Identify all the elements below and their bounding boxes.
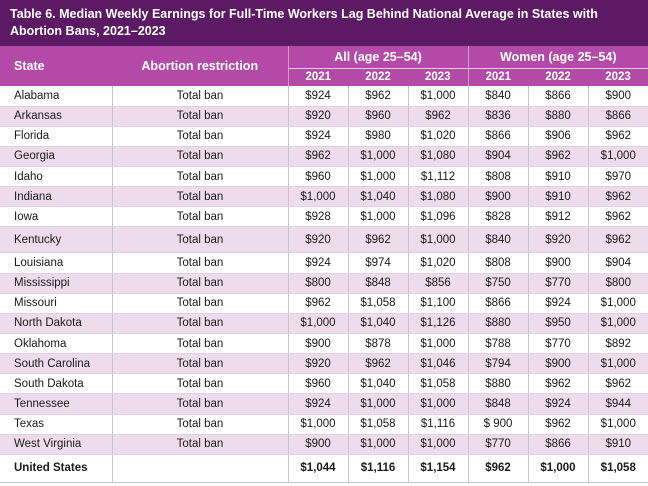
earnings-cell: $1,000 (288, 187, 348, 207)
state-cell: Mississippi (0, 273, 112, 293)
earnings-cell: $962 (588, 374, 648, 394)
earnings-cell: $962 (588, 187, 648, 207)
earnings-cell: $1,000 (588, 146, 648, 166)
earnings-cell: $1,000 (288, 414, 348, 434)
earnings-cell: $1,000 (348, 434, 408, 454)
earnings-cell: $950 (528, 313, 588, 333)
earnings-cell: $924 (288, 86, 348, 106)
table-row (0, 227, 648, 253)
earnings-cell: $1,000 (408, 86, 468, 106)
earnings-cell: $880 (528, 106, 588, 126)
earnings-cell: $1,040 (348, 187, 408, 207)
earnings-cell: $962 (588, 227, 648, 253)
earnings-cell: $1,080 (408, 146, 468, 166)
earnings-cell: $970 (588, 167, 648, 187)
earnings-cell: $960 (348, 106, 408, 126)
earnings-cell: $962 (348, 86, 408, 106)
earnings-cell: $880 (468, 374, 528, 394)
state-cell: Tennessee (0, 394, 112, 414)
earnings-cell: $856 (408, 273, 468, 293)
earnings-cell: $962 (288, 146, 348, 166)
state-cell: Indiana (0, 187, 112, 207)
earnings-cell: $960 (288, 167, 348, 187)
earnings-cell: $920 (288, 227, 348, 253)
state-cell: Missouri (0, 293, 112, 313)
earnings-cell: $800 (588, 273, 648, 293)
restriction-cell (112, 454, 288, 482)
header-state: State (0, 46, 112, 86)
earnings-cell: $912 (528, 207, 588, 227)
earnings-cell: $1,046 (408, 354, 468, 374)
restriction-cell: Total ban (112, 106, 288, 126)
state-cell: Louisiana (0, 253, 112, 273)
earnings-cell: $1,000 (408, 227, 468, 253)
earnings-cell: $770 (468, 434, 528, 454)
earnings-cell: $960 (288, 374, 348, 394)
earnings-cell: $808 (468, 167, 528, 187)
table-body (0, 86, 648, 482)
table-row (0, 334, 648, 354)
earnings-cell: $1,058 (588, 454, 648, 482)
earnings-cell: $924 (288, 394, 348, 414)
earnings-cell: $944 (588, 394, 648, 414)
state-cell: Kentucky (0, 227, 112, 253)
table-row (0, 414, 648, 434)
earnings-cell: $924 (528, 293, 588, 313)
earnings-cell: $866 (588, 106, 648, 126)
table-row (0, 187, 648, 207)
table-row (0, 434, 648, 454)
earnings-cell: $1,000 (288, 313, 348, 333)
table-row (0, 293, 648, 313)
earnings-cell: $1,000 (588, 313, 648, 333)
earnings-cell: $962 (468, 454, 528, 482)
earnings-cell: $836 (468, 106, 528, 126)
state-cell: Florida (0, 126, 112, 146)
restriction-cell: Total ban (112, 253, 288, 273)
header-year: 2022 (528, 68, 588, 86)
state-cell: Georgia (0, 146, 112, 166)
earnings-cell: $880 (468, 313, 528, 333)
earnings-cell: $808 (468, 253, 528, 273)
state-cell: United States (0, 454, 112, 482)
earnings-cell: $1,000 (348, 394, 408, 414)
restriction-cell: Total ban (112, 313, 288, 333)
restriction-cell: Total ban (112, 273, 288, 293)
earnings-cell: $1,020 (408, 253, 468, 273)
earnings-cell: $1,000 (588, 354, 648, 374)
header-group-women: Women (age 25–54) (468, 46, 648, 68)
state-cell: South Carolina (0, 354, 112, 374)
restriction-cell: Total ban (112, 293, 288, 313)
earnings-cell: $910 (528, 167, 588, 187)
state-cell: Idaho (0, 167, 112, 187)
state-cell: West Virginia (0, 434, 112, 454)
earnings-cell: $1,040 (348, 374, 408, 394)
earnings-cell: $1,044 (288, 454, 348, 482)
earnings-cell: $892 (588, 334, 648, 354)
header-year: 2022 (348, 68, 408, 86)
earnings-cell: $866 (468, 126, 528, 146)
table-row (0, 253, 648, 273)
earnings-cell: $900 (288, 434, 348, 454)
table-header (0, 46, 648, 86)
earnings-cell: $ 900 (468, 414, 528, 434)
earnings-cell: $770 (528, 334, 588, 354)
earnings-cell: $1,116 (348, 454, 408, 482)
earnings-cell: $900 (288, 334, 348, 354)
total-row (0, 454, 648, 482)
state-cell: Texas (0, 414, 112, 434)
earnings-cell: $962 (588, 207, 648, 227)
earnings-cell: $1,058 (348, 414, 408, 434)
table-row (0, 207, 648, 227)
earnings-cell: $924 (288, 253, 348, 273)
header-year: 2023 (408, 68, 468, 86)
header-group-all: All (age 25–54) (288, 46, 468, 68)
earnings-cell: $962 (528, 146, 588, 166)
earnings-cell: $1,000 (348, 207, 408, 227)
header-year: 2021 (288, 68, 348, 86)
earnings-cell: $1,000 (528, 454, 588, 482)
earnings-cell: $962 (588, 126, 648, 146)
table-row (0, 354, 648, 374)
restriction-cell: Total ban (112, 187, 288, 207)
earnings-cell: $904 (468, 146, 528, 166)
earnings-cell: $1,040 (348, 313, 408, 333)
earnings-cell: $1,100 (408, 293, 468, 313)
header-abortion-restriction: Abortion restriction (112, 46, 288, 86)
header-year: 2021 (468, 68, 528, 86)
earnings-cell: $1,096 (408, 207, 468, 227)
restriction-cell: Total ban (112, 207, 288, 227)
earnings-cell: $974 (348, 253, 408, 273)
earnings-cell: $866 (468, 293, 528, 313)
earnings-cell: $840 (468, 227, 528, 253)
table-row (0, 313, 648, 333)
earnings-cell: $928 (288, 207, 348, 227)
earnings-cell: $962 (348, 227, 408, 253)
earnings-cell: $1,000 (408, 334, 468, 354)
earnings-cell: $828 (468, 207, 528, 227)
earnings-cell: $962 (528, 414, 588, 434)
earnings-cell: $848 (468, 394, 528, 414)
table-row (0, 106, 648, 126)
restriction-cell: Total ban (112, 86, 288, 106)
earnings-cell: $920 (288, 106, 348, 126)
table-row (0, 394, 648, 414)
earnings-cell: $878 (348, 334, 408, 354)
restriction-cell: Total ban (112, 354, 288, 374)
earnings-cell: $1,116 (408, 414, 468, 434)
earnings-cell: $962 (288, 293, 348, 313)
restriction-cell: Total ban (112, 334, 288, 354)
header-year: 2023 (588, 68, 648, 86)
earnings-cell: $750 (468, 273, 528, 293)
earnings-cell: $900 (528, 354, 588, 374)
earnings-cell: $1,058 (408, 374, 468, 394)
earnings-cell: $962 (528, 374, 588, 394)
state-cell: Arkansas (0, 106, 112, 126)
state-cell: South Dakota (0, 374, 112, 394)
earnings-cell: $1,058 (348, 293, 408, 313)
earnings-cell: $1,112 (408, 167, 468, 187)
earnings-cell: $900 (528, 253, 588, 273)
table-title: Table 6. Median Weekly Earnings for Full-Time Workers Lag Behind National Average in States with Abortion Bans, 2021–2023 (0, 0, 648, 46)
earnings-cell: $910 (528, 187, 588, 207)
restriction-cell: Total ban (112, 167, 288, 187)
earnings-cell: $1,080 (408, 187, 468, 207)
earnings-cell: $980 (348, 126, 408, 146)
table-row (0, 374, 648, 394)
earnings-cell: $1,000 (588, 293, 648, 313)
earnings-cell: $866 (528, 434, 588, 454)
earnings-table (0, 46, 648, 483)
earnings-cell: $800 (288, 273, 348, 293)
restriction-cell: Total ban (112, 126, 288, 146)
earnings-cell: $920 (528, 227, 588, 253)
restriction-cell: Total ban (112, 146, 288, 166)
earnings-cell: $770 (528, 273, 588, 293)
table-row (0, 126, 648, 146)
state-cell: North Dakota (0, 313, 112, 333)
table-row (0, 167, 648, 187)
table-row (0, 86, 648, 106)
earnings-cell: $1,000 (348, 167, 408, 187)
earnings-cell: $920 (288, 354, 348, 374)
state-cell: Oklahoma (0, 334, 112, 354)
earnings-cell: $924 (288, 126, 348, 146)
table-row (0, 146, 648, 166)
earnings-cell: $1,000 (408, 434, 468, 454)
earnings-cell: $906 (528, 126, 588, 146)
earnings-cell: $1,154 (408, 454, 468, 482)
earnings-cell: $788 (468, 334, 528, 354)
state-cell: Iowa (0, 207, 112, 227)
earnings-cell: $1,126 (408, 313, 468, 333)
earnings-cell: $962 (408, 106, 468, 126)
earnings-cell: $904 (588, 253, 648, 273)
earnings-cell: $866 (528, 86, 588, 106)
earnings-cell: $848 (348, 273, 408, 293)
earnings-cell: $924 (528, 394, 588, 414)
earnings-cell: $1,000 (588, 414, 648, 434)
restriction-cell: Total ban (112, 227, 288, 253)
earnings-cell: $1,020 (408, 126, 468, 146)
table-row (0, 273, 648, 293)
restriction-cell: Total ban (112, 374, 288, 394)
earnings-cell: $910 (588, 434, 648, 454)
earnings-cell: $794 (468, 354, 528, 374)
restriction-cell: Total ban (112, 394, 288, 414)
earnings-cell: $900 (588, 86, 648, 106)
earnings-cell: $900 (468, 187, 528, 207)
restriction-cell: Total ban (112, 434, 288, 454)
restriction-cell: Total ban (112, 414, 288, 434)
state-cell: Alabama (0, 86, 112, 106)
earnings-cell: $1,000 (348, 146, 408, 166)
earnings-cell: $840 (468, 86, 528, 106)
earnings-cell: $1,000 (408, 394, 468, 414)
earnings-cell: $962 (348, 354, 408, 374)
